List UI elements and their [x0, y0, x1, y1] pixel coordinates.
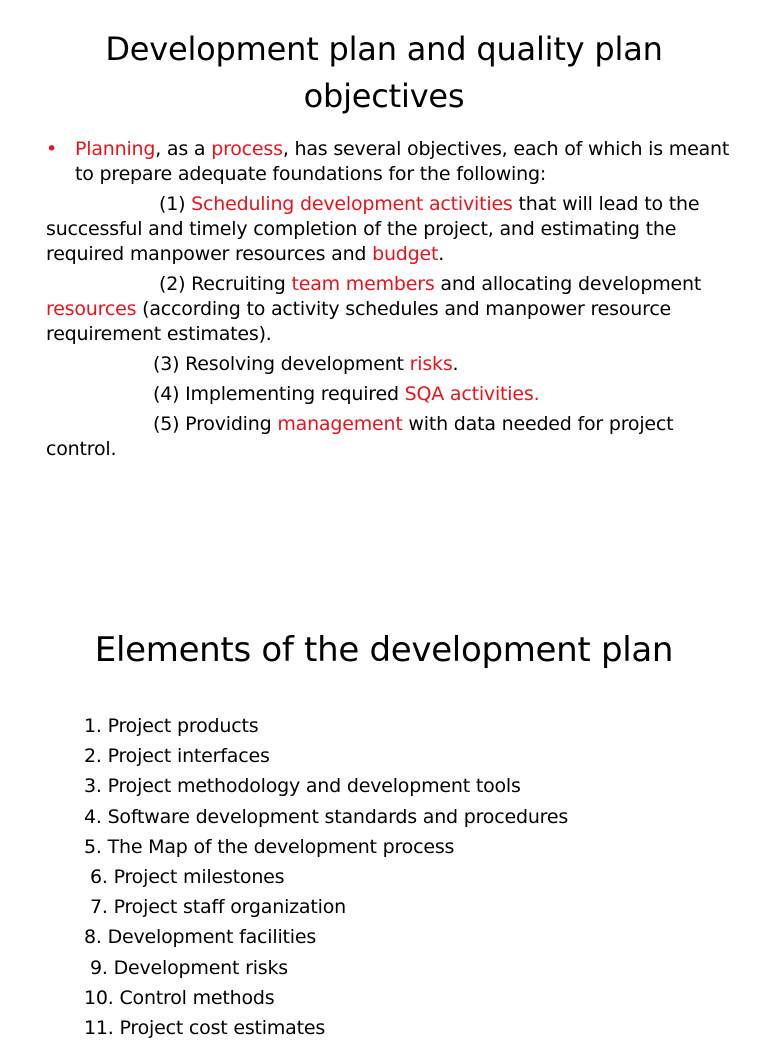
term-planning: Planning: [75, 138, 156, 160]
list-item: 1. Project products: [84, 715, 259, 737]
objective-item-3: [46, 352, 746, 377]
objective-2-text-2: (according to activity schedules and manpower resource requirement estimates).: [46, 298, 672, 345]
objective-2-text-1: and allocating development: [434, 273, 702, 295]
bullet-paragraph: [46, 137, 746, 187]
slide-body: [46, 137, 746, 462]
list-item: 4. Software development standards and procedures: [84, 805, 569, 828]
objective-3-end: .: [452, 353, 459, 375]
term-management: management: [277, 413, 403, 435]
bullet-text-2: , has several objectives, each of which is meant to prepare adequate foundations for the following:: [75, 138, 730, 185]
list-item: 8. Development facilities: [84, 926, 317, 949]
list-item: 6. Project milestones: [90, 866, 285, 889]
list-item: 2. Project interfaces: [84, 745, 270, 768]
objective-item-1: [46, 192, 746, 267]
term-process: process: [211, 138, 283, 160]
bullet-icon: •: [46, 138, 58, 160]
slide-title: [0, 26, 768, 120]
list-item: 10. Control methods: [84, 986, 275, 1009]
objective-item-4: [46, 382, 746, 407]
objective-1-text: that will lead to the successful and timely completion of the project, and estimating the required manpower resources and: [46, 193, 700, 265]
objective-5-text: with data needed for project control.: [46, 413, 674, 460]
list-item: 9. Development risks: [90, 956, 289, 979]
objective-3-number: (3) Resolving development: [153, 353, 410, 375]
objective-item-5: [46, 412, 746, 462]
objective-1-number: (1): [159, 193, 192, 215]
objective-4-number: (4) Implementing required: [153, 383, 405, 405]
term-budget: budget: [372, 243, 439, 265]
elements-list: [84, 711, 568, 1043]
slide-title: Elements of the development plan: [94, 630, 674, 670]
term-sqa-activities: SQA activities.: [404, 383, 540, 405]
list-item: 3. Project methodology and development tools: [84, 775, 521, 798]
objective-5-number: (5) Providing: [153, 413, 278, 435]
objective-1-end: .: [438, 243, 445, 265]
objective-2-number: (2) Recruiting: [159, 273, 292, 295]
term-resources: resources: [46, 298, 137, 320]
term-scheduling: Scheduling development activities: [191, 193, 513, 215]
slide-title-line1: Development plan and quality plan: [105, 30, 663, 68]
list-item: 5. The Map of the development process: [84, 835, 455, 858]
objective-item-2: [46, 272, 746, 347]
list-item: 11. Project cost estimates: [84, 1017, 326, 1040]
bullet-text-1: , as a: [155, 138, 212, 160]
slide-title-line2: objectives: [303, 77, 465, 115]
term-team-members: team members: [291, 273, 435, 295]
list-item: 7. Project staff organization: [90, 896, 346, 919]
term-risks: risks: [409, 353, 453, 375]
slide-elements-of-development-plan: [0, 596, 768, 1040]
